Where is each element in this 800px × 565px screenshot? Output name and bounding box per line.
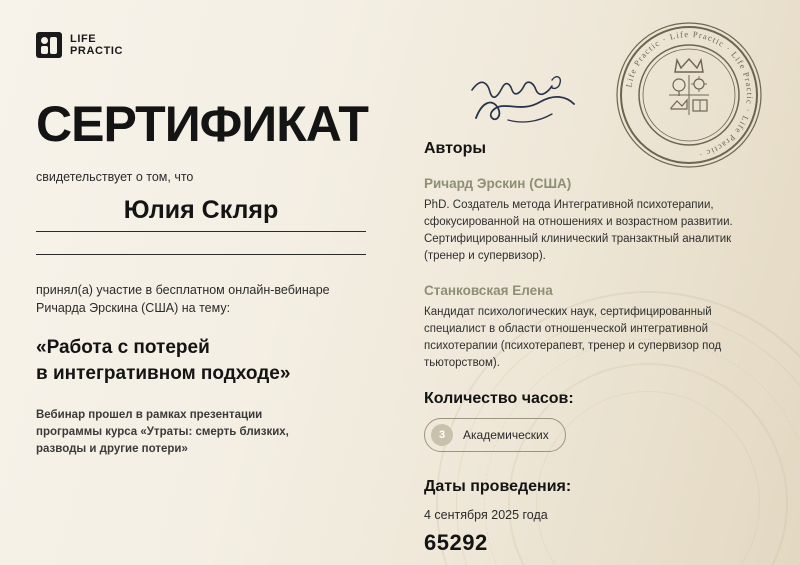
author-bio: Кандидат психологических наук, сертифицированный специалист в области отношенческой интегративной психотерапии (психотерапевт, тренер и супервизор под тьюторством). — [424, 306, 722, 369]
authors-heading: Авторы — [424, 140, 487, 157]
svg-text:Life Practic · Life Practic: Life Practic · Life Practic · Life Practic · Life Practic · — [623, 28, 756, 161]
brand-logo-line1: LIFE — [70, 33, 97, 45]
program-note-line-3: разводы и другие потери» — [36, 443, 188, 455]
certificate-right-column — [424, 140, 764, 556]
program-note-line-2: программы курса «Утраты: смерть близких, — [36, 426, 289, 438]
participation-line-1: принял(а) участие в бесплатном онлайн-вебинаре — [36, 283, 330, 297]
life-practic-logo-icon — [36, 32, 62, 58]
certificate-subtitle: свидетельствует о том, что — [36, 170, 194, 184]
page-title: СЕРТИФИКАТ — [36, 96, 368, 152]
recipient-name: Юлия Скляр — [36, 196, 366, 232]
author-name: Ричард Эрскин (США) — [424, 176, 572, 191]
brand-logo-text — [70, 33, 123, 57]
author-entry — [424, 283, 764, 372]
participation-line-2: Ричарда Эрскина (США) на тему: — [36, 301, 231, 315]
webinar-topic-line-2: в интегративном подходе» — [36, 363, 291, 384]
hours-heading: Количество часов: — [424, 390, 574, 407]
signature-icon — [464, 62, 604, 132]
program-note — [36, 407, 396, 458]
author-name: Станковская Елена — [424, 283, 553, 298]
webinar-topic-line-1: «Работа с потерей — [36, 337, 210, 358]
author-entry — [424, 176, 764, 265]
date-value: 4 сентября 2025 года — [424, 508, 548, 522]
brand-logo — [36, 32, 123, 58]
webinar-topic — [36, 335, 396, 387]
participation-text — [36, 281, 396, 317]
program-note-line-1: Вебинар прошел в рамках презентации — [36, 409, 263, 421]
author-bio: PhD. Создатель метода Интегративной психотерапии, сфокусированной на отношениях и возрастном развитии. Сертифицированный клинический транзактный аналитик (тренер и супервизор). — [424, 199, 733, 262]
dates-heading: Даты проведения: — [424, 478, 572, 495]
brand-logo-line2: PRACTIC — [70, 45, 124, 57]
certificate-left-column — [36, 96, 396, 458]
hours-badge — [424, 418, 566, 452]
hours-label: Академических — [463, 428, 549, 442]
hours-count: 3 — [431, 424, 453, 446]
certificate-number: 65292 — [424, 530, 488, 555]
recipient-second-line — [36, 232, 366, 255]
